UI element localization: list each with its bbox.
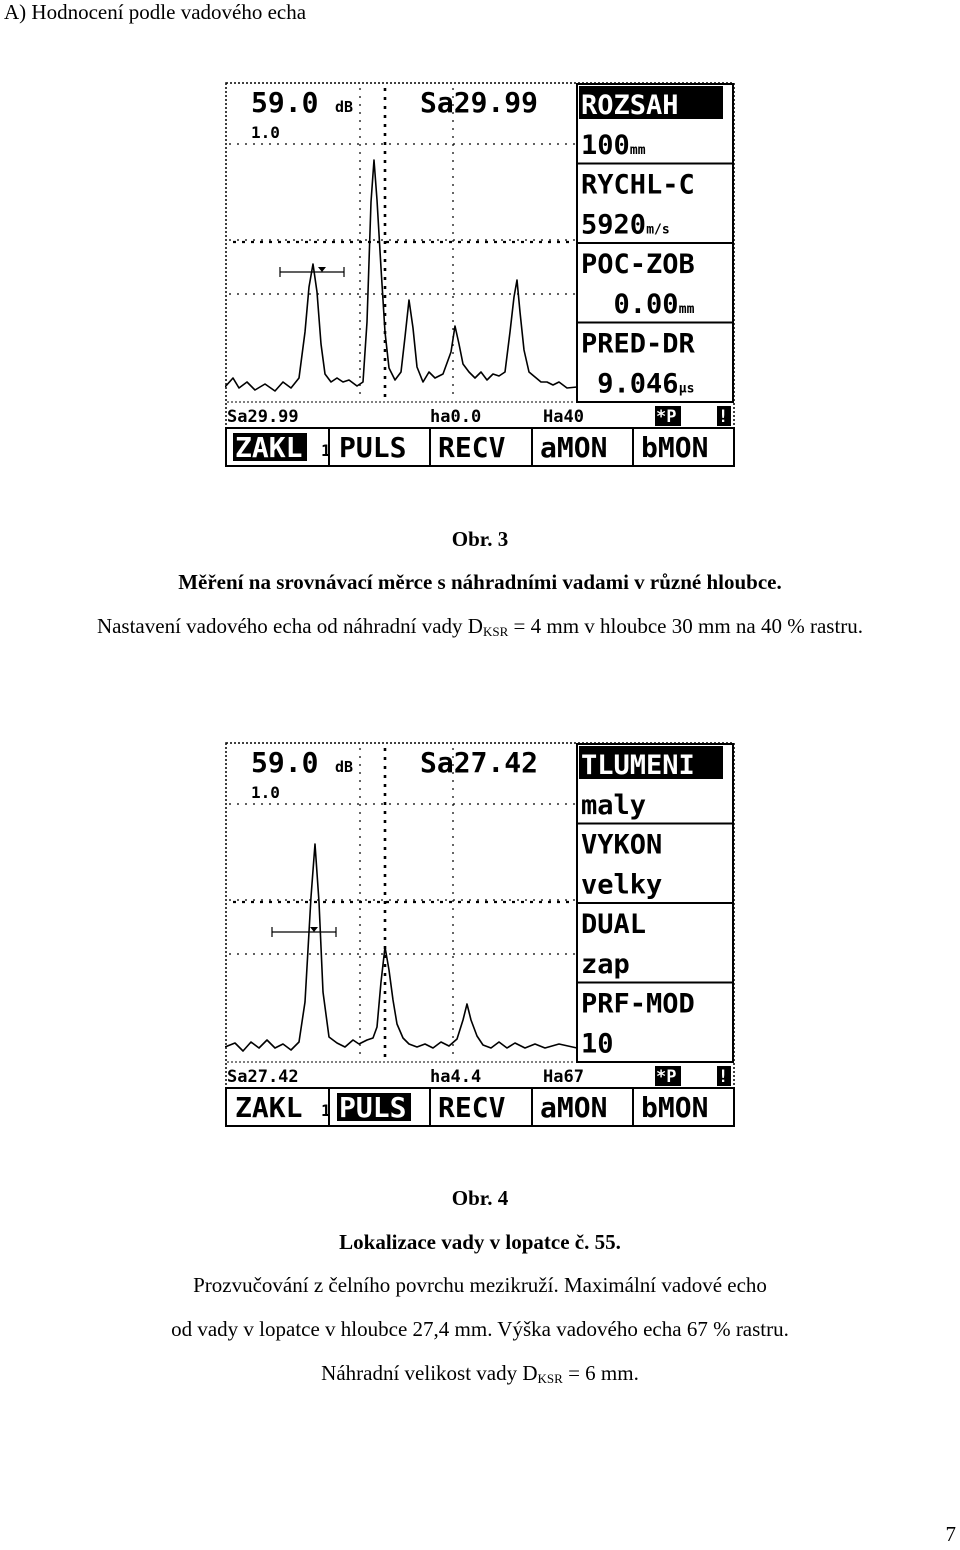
menu-item-value: 0.00 <box>581 288 679 320</box>
function-tab-bar <box>226 428 734 466</box>
tab-recv[interactable]: RECV <box>438 1091 506 1124</box>
menu-item-value: 5920 <box>581 209 647 241</box>
status-sound-path: Sa29.99 <box>227 407 299 427</box>
gain-unit: dB <box>335 758 354 776</box>
gain-readout: 59.0 <box>251 746 319 779</box>
warning-icon: ! <box>718 407 729 427</box>
caption-text: Prozvučování z čelního povrchu mezikruží. Maximální vadové echo <box>193 1273 767 1297</box>
status-sound-path: Sa27.42 <box>227 1067 299 1087</box>
menu-item-label[interactable]: TLUMENI <box>581 750 695 781</box>
menu-item-value: maly <box>581 789 647 821</box>
tab-amon[interactable]: aMON <box>540 1091 608 1124</box>
caption-title: Lokalizace vady v lopatce č. 55. <box>339 1230 621 1254</box>
status-p-indicator: *P <box>656 407 677 427</box>
menu-item-label[interactable]: DUAL <box>581 909 647 940</box>
gain-step: 1.0 <box>251 123 280 142</box>
menu-item-value: 9.046 <box>581 368 679 400</box>
tab-recv[interactable]: RECV <box>438 431 506 464</box>
flaw-detector-screen <box>225 742 735 1127</box>
sound-path-readout: Sa29.99 <box>420 86 539 119</box>
status-amplitude-b: Ha67 <box>543 1067 584 1087</box>
tab-zakl[interactable]: ZAKL <box>235 1091 303 1124</box>
status-p-indicator: *P <box>656 1067 677 1087</box>
menu-item-unit: mm <box>629 142 646 158</box>
tab-puls[interactable]: PULS <box>339 1091 407 1124</box>
menu-item-unit: m/s <box>646 222 670 238</box>
menu-item-value: 10 <box>581 1028 614 1060</box>
tab-amon[interactable]: aMON <box>540 431 608 464</box>
menu-item-value: 100 <box>581 129 630 161</box>
status-amplitude-a: ha0.0 <box>430 407 482 427</box>
status-amplitude-b: Ha40 <box>543 407 584 427</box>
caption-text: Nastavení vadového echa od náhradní vady $D_{KSR} = 4$ mm v hloubce 30 mm na 40 % rastru. <box>96 614 864 639</box>
sound-path-readout: Sa27.42 <box>420 746 539 779</box>
page-heading: A) Hodnocení podle vadového echa <box>4 0 307 24</box>
menu-item-label[interactable]: POC-ZOB <box>581 249 695 280</box>
tab-page-marker: 1 <box>321 441 331 460</box>
caption-text: Náhradní velikost vady $D_{KSR} = 6$ mm. <box>321 1361 639 1386</box>
tab-bmon[interactable]: bMON <box>641 1091 709 1124</box>
menu-item-label[interactable]: VYKON <box>581 829 663 861</box>
caption-text: od vady v lopatce v hloubce 27,4 mm. Výška vadového echa 67 % rastru. <box>171 1317 789 1341</box>
flaw-detector-screen <box>225 82 735 467</box>
tab-puls[interactable]: PULS <box>339 431 407 464</box>
caption-number: Obr. 4 <box>451 1186 509 1210</box>
tab-bmon[interactable]: bMON <box>641 431 709 464</box>
ultrasonic-screen-fig3 <box>225 82 735 467</box>
menu-item-value: zap <box>581 948 630 980</box>
caption-number: Obr. 3 <box>451 527 509 551</box>
menu-item-label[interactable]: ROZSAH <box>581 90 679 121</box>
parameter-menu <box>577 744 733 1062</box>
menu-item-unit: mm <box>678 301 695 317</box>
menu-item-unit: µs <box>678 381 695 397</box>
tab-page-marker: 1 <box>321 1101 331 1120</box>
warning-icon: ! <box>718 1067 729 1087</box>
menu-item-label[interactable]: PRED-DR <box>581 328 695 360</box>
parameter-menu <box>577 84 733 402</box>
menu-item-label[interactable]: RYCHL-C <box>581 169 695 201</box>
menu-item-value: velky <box>581 869 663 901</box>
gain-readout: 59.0 <box>251 86 319 119</box>
gain-unit: dB <box>335 98 354 116</box>
tab-zakl[interactable]: ZAKL <box>235 431 303 464</box>
menu-item-label[interactable]: PRF-MOD <box>581 988 695 1020</box>
gain-step: 1.0 <box>251 783 280 802</box>
caption-title: Měření na srovnávací měrce s náhradními vadami v různé hloubce. <box>178 570 782 594</box>
function-tab-bar <box>226 1088 734 1126</box>
ultrasonic-screen-fig4 <box>225 742 735 1127</box>
status-amplitude-a: ha4.4 <box>430 1067 482 1087</box>
page-number: 7 <box>945 1522 956 1546</box>
